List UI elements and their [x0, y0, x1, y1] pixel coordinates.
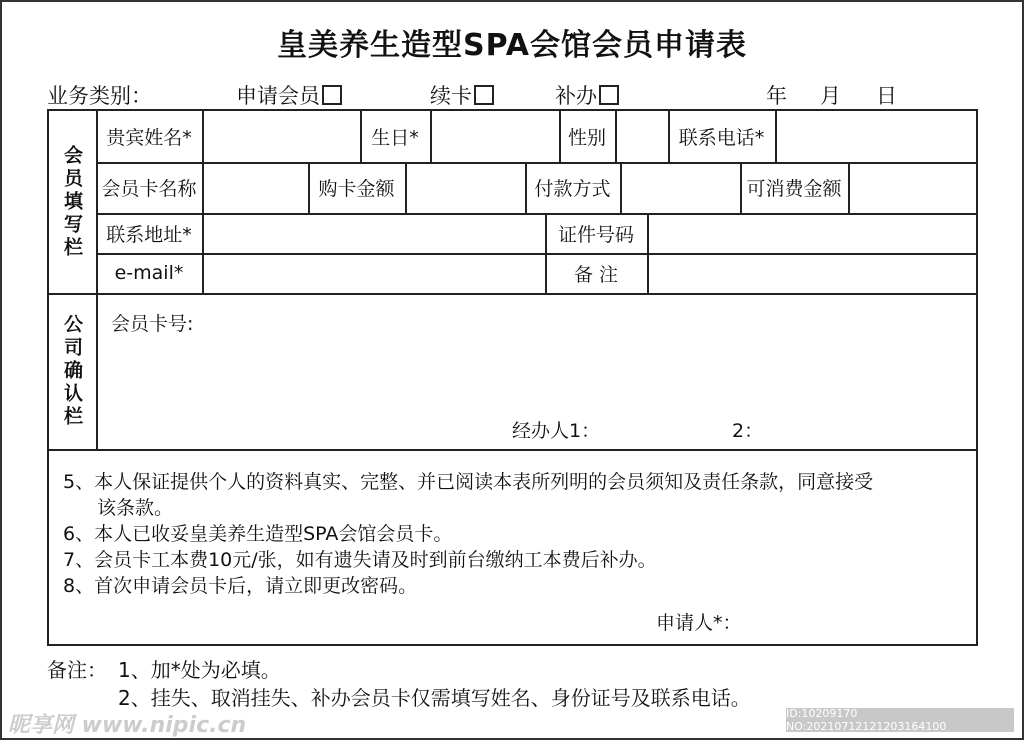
payment-field[interactable]	[620, 162, 742, 215]
label-card-name: 会员卡名称	[96, 162, 204, 215]
card-amount-field[interactable]	[405, 162, 527, 215]
term-5-cont: 该条款。	[97, 497, 174, 519]
label-gender: 性别	[559, 111, 617, 164]
option-reissue[interactable]	[555, 80, 619, 110]
option-apply-label: 申请会员	[236, 84, 320, 108]
watermark-logo: 昵享网 www.nipic.cn	[8, 713, 247, 738]
term-7: 7、会员卡工本费10元/张，如有遗失请及时到前台缴纳工本费后补办。	[63, 549, 657, 571]
birthday-field[interactable]	[430, 111, 561, 164]
handler2-label: 2：	[732, 420, 764, 442]
application-table	[47, 109, 978, 646]
label-card-amount: 购卡金额	[308, 162, 407, 215]
label-birthday: 生日*	[360, 111, 432, 164]
image-id-badge: ID:10209170 NO:20210712121203164100	[786, 708, 1014, 732]
name-field[interactable]	[202, 111, 362, 164]
handler1-label: 经办人1：	[512, 420, 601, 442]
card-name-field[interactable]	[202, 162, 310, 215]
card-number-label: 会员卡号:	[111, 313, 194, 335]
label-phone: 联系电话*	[668, 111, 777, 164]
label-address: 联系地址*	[96, 213, 204, 255]
company-section-label	[49, 293, 98, 451]
address-field[interactable]	[202, 213, 547, 255]
option-renew-label: 续卡	[430, 84, 472, 108]
gender-field[interactable]	[615, 111, 670, 164]
remarks-line2: 2、挂失、取消挂失、补办会员卡仅需填写姓名、身份证号及联系电话。	[118, 686, 751, 710]
label-payment: 付款方式	[525, 162, 622, 215]
id-number-field[interactable]	[647, 213, 976, 255]
email-field[interactable]	[202, 253, 547, 295]
member-section-text: 会员填写栏	[61, 144, 83, 260]
label-remark: 备 注	[545, 253, 649, 295]
option-reissue-label: 补办	[555, 84, 597, 108]
remarks-line1: 1、加*处为必填。	[118, 658, 281, 682]
category-label: 业务类别：	[47, 84, 152, 108]
remark-field[interactable]	[647, 253, 976, 295]
member-section-label	[49, 111, 98, 295]
term-6: 6、本人已收妥皇美养生造型SPA会馆会员卡。	[63, 523, 453, 545]
term-8: 8、首次申请会员卡后，请立即更改密码。	[63, 575, 418, 597]
company-section-text: 公司确认栏	[61, 313, 83, 429]
label-id-number: 证件号码	[545, 213, 649, 255]
year-label: 年	[766, 84, 787, 108]
day-label: 日	[876, 84, 897, 108]
label-name: 贵宾姓名*	[96, 111, 204, 164]
label-email: e-mail*	[96, 253, 204, 295]
remarks-label: 备注：	[47, 658, 107, 682]
phone-field[interactable]	[775, 111, 976, 164]
label-balance: 可消费金额	[740, 162, 850, 215]
option-apply[interactable]	[236, 80, 342, 110]
applicant-signature-label: 申请人*：	[656, 612, 742, 634]
balance-field[interactable]	[848, 162, 976, 215]
reissue-checkbox[interactable]	[599, 85, 619, 105]
renew-checkbox[interactable]	[474, 85, 494, 105]
month-label: 月	[820, 84, 841, 108]
form-title: 皇美养生造型SPA会馆会员申请表	[276, 28, 748, 63]
option-renew[interactable]	[430, 80, 494, 110]
apply-checkbox[interactable]	[322, 85, 342, 105]
term-5: 5、本人保证提供个人的资料真实、完整、并已阅读本表所列明的会员须知及责任条款，同意接受	[63, 471, 874, 493]
